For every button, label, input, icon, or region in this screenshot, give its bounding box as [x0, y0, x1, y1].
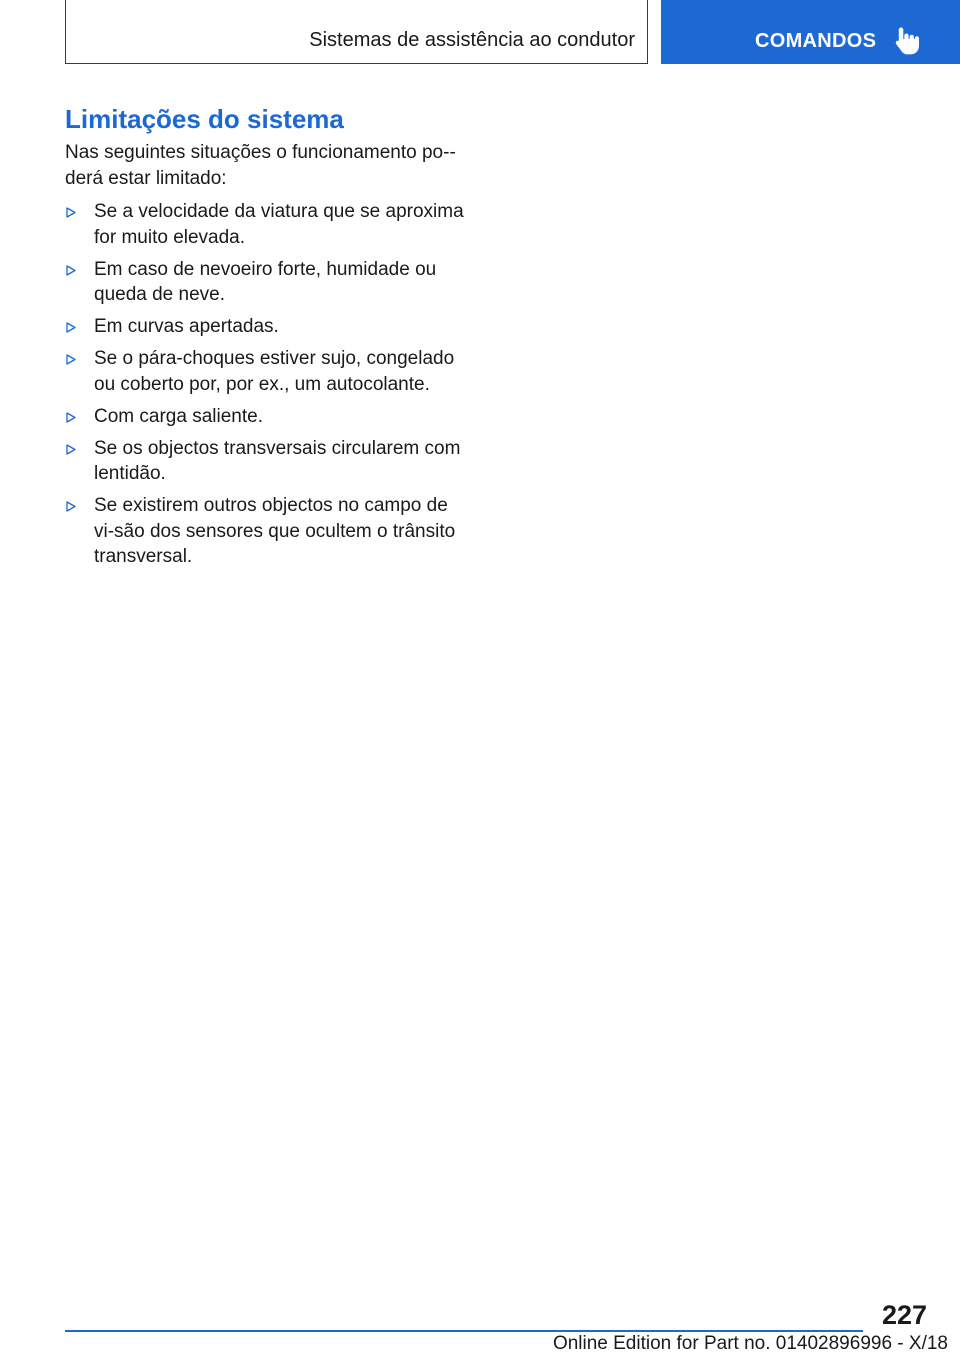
section-label: COMANDOS	[755, 30, 877, 52]
section-tab	[661, 0, 960, 64]
edition-footer: Online Edition for Part no. 01402896996 - X/18	[552, 1333, 948, 1354]
triangle-right-outline-icon	[66, 354, 76, 365]
chapter-header	[65, 0, 648, 64]
page-number: 227	[881, 1300, 927, 1330]
list-item-text: Em curvas apertadas.	[94, 316, 279, 337]
list-item-text: Se a velocidade da viatura que se aproxima for muito elevada.	[94, 201, 464, 248]
list-item	[65, 404, 476, 430]
triangle-right-outline-icon	[66, 501, 76, 512]
list-item-text: Se o pára-choques estiver sujo, congelado ou coberto por, por ex., um autocolante.	[94, 348, 455, 395]
list-item	[65, 314, 476, 340]
list-item	[65, 257, 476, 308]
list-item	[65, 436, 476, 487]
footer-divider	[65, 1330, 863, 1332]
section-heading: Limitações do sistema	[65, 104, 344, 134]
list-item-text: Se os objectos transversais circularem com lentidão.	[94, 437, 461, 484]
list-item	[65, 346, 476, 397]
pointing-hand-icon	[895, 26, 921, 56]
intro-paragraph: Nas seguintes situações o funcionamento po-derá estar limitado:	[65, 142, 456, 189]
list-item-text: Se existirem outros objectos no campo de vi-são dos sensores que ocultem o trânsito transversal.	[94, 495, 456, 567]
triangle-right-outline-icon	[66, 412, 76, 423]
list-item	[65, 199, 476, 250]
content-column	[65, 102, 485, 576]
triangle-right-outline-icon	[66, 322, 76, 333]
triangle-right-outline-icon	[66, 207, 76, 218]
limitations-list	[65, 199, 485, 570]
list-item-text: Com carga saliente.	[94, 405, 263, 427]
list-item	[65, 493, 476, 570]
triangle-right-outline-icon	[66, 265, 76, 276]
triangle-right-outline-icon	[66, 444, 76, 455]
chapter-title: Sistemas de assistência ao condutor	[309, 29, 635, 51]
list-item-text: Em caso de nevoeiro forte, humidade ou queda de neve.	[94, 258, 437, 305]
